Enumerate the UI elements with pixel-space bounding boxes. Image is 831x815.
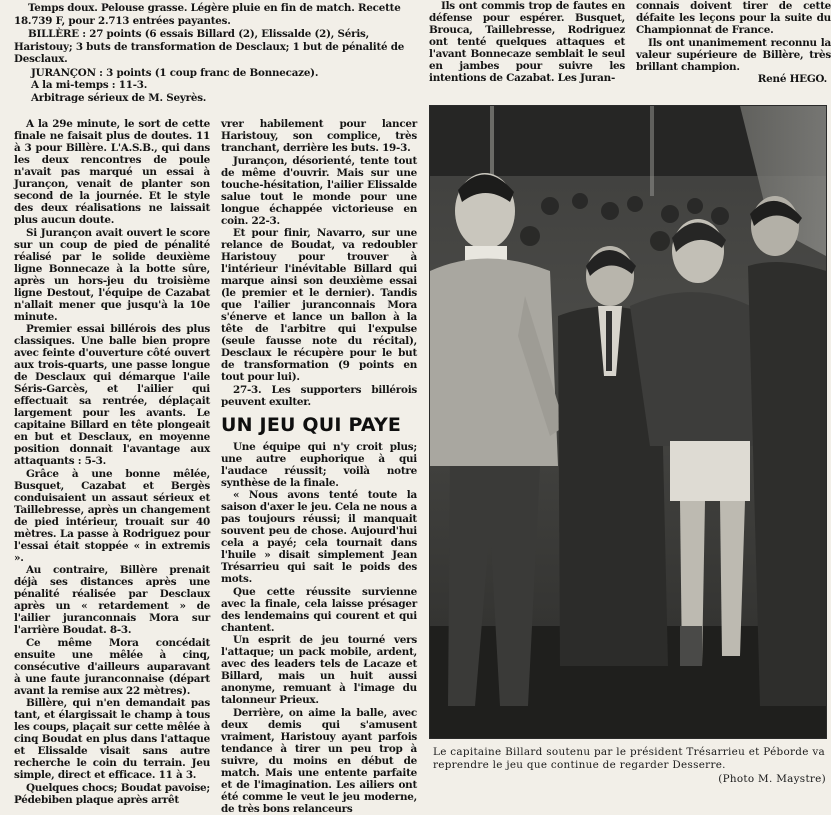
article-paragraph: Billère, qui n'en demandait pas tant, et élargissait le champ à tous les coups, plaçait sur cette mêlée à cinq Boudat en plus dans l'attaque et Elissalde visait sans autre recherche le coin du terrain. Jeu simple, direct et efficace. 11 à 3. [14, 697, 210, 781]
article-paragraph: Quelques chocs; Boudat pavoise; Pédebiben plaque après arrêt [14, 781, 210, 806]
article-column-4 [636, 0, 831, 100]
photo-credit: (Photo M. Maystre) [718, 773, 826, 785]
article-paragraph: Jurançon, désorienté, tente tout de même d'ouvrir. Mais sur une touche-hésitation, l'ailier Elissalde salue tout le monde pour une longue échappée victorieuse en coin. 22-3. [221, 154, 417, 227]
section-subheading: UN JEU QUI PAYE [221, 413, 402, 436]
article-paragraph: Premier essai billérois des plus classiques. Une balle bien propre avec feinte d'ouverture côté ouvert aux trois-quarts, une passe longue de Desclaux qui démarque l'aile Séris-Garcès, et l'ailier qui effectuait sa rentrée, déplaçait largement pour les avants. Le capitaine Billard en tête plongeait en but et Desclaux, en moyenne position donnait l'avantage aux attaquants : 5-3. [14, 323, 210, 467]
referee-note: Arbitrage sérieux de M. Seyrès. [31, 91, 207, 104]
article-paragraph: « Nous avons tenté toute la saison d'axer le jeu. Cela ne nous a pas toujours réussi; il manquait souvent peu de chose. Aujourd'hui cela a payé; cela tournait dans l'huile » disait simplement Jean Trésarrieu qui sait le poids des mots. [221, 489, 417, 585]
article-paragraph: Une équipe qui n'y croit plus; une autre euphorique à qui l'audace réussit; voilà notre synthèse de la finale. [221, 440, 417, 489]
match-summary [14, 2, 412, 104]
match-photograph [429, 105, 827, 739]
article-paragraph: 27-3. Les supporters billérois peuvent exulter. [221, 383, 417, 408]
billere-scoring: BILLÈRE : 27 points (6 essais Billard (2), Elissalde (2), Séris, Haristouy; 3 buts de transformation de Desclaux; 1 but de pénalité de Desclaux. [14, 28, 408, 65]
article-column-3 [429, 0, 625, 100]
article-paragraph: A la 29e minute, le sort de cette finale ne faisait plus de doutes. 11 à 3 pour Billère. L'A.S.B., qui dans les deux rencontres de poule n'avait pas marqué un essai à Jurançon, venait de planter son second de la journée. Et le style des deux réalisations ne laissait plus aucun doute. [14, 118, 210, 226]
match-conditions: Temps doux. Pelouse grasse. Légère pluie en fin de match. Recette 18.739 F, pour 2.713 entrées payantes. [14, 2, 404, 27]
article-paragraph: Derrière, on aime la balle, avec deux demis qui s'amusent vraiment, Haristouy ayant parfois tendance à tirer un peu trop à suivre, du moins en début de match. Mais une entente parfaite et de l'imagination. Les ailiers ont été comme le veut le jeu moderne, de très bons relanceurs [221, 706, 417, 815]
article-paragraph: Un esprit de jeu tourné vers l'attaque; un pack mobile, ardent, avec des leaders tels de Lacaze et Billard, mais un huit aussi anonyme, remuant à l'image du talonneur Prieux. [221, 634, 417, 706]
article-paragraph: Au contraire, Billère prenait déjà ses distances après une pénalité réalisée par Desclaux après un « retardement » de l'ailier juranconnais Mora sur l'arrière Boudat. 8-3. [14, 564, 210, 636]
article-paragraph: Et pour finir, Navarro, sur une relance de Boudat, va redoubler Haristouy pour trouver à l'intérieur l'inévitable Billard qui marque ainsi son deuxième essai (le premier et le dernier). Tandis que l'ailier juranconnais Mora s'énerve et lance un ballon à la tête de l'arbitre qui l'expulse (seule fausse note du récital), Desclaux le récupère pour le but de transformation (9 points en tout pour lui). [221, 227, 417, 383]
jurancon-scoring: JURANÇON : 3 points (1 coup franc de Bonnecaze). [31, 66, 319, 79]
article-paragraph: Grâce à une bonne mêlée, Busquet, Cazabat et Bergès conduisaient un assaut sérieux et Taillebresse, après un changement de pied intérieur, trouait sur 40 mètres. La passe à Rodriguez pour l'essai était stoppée « in extremis ». [14, 467, 210, 564]
photo-illustration [430, 106, 826, 738]
author-signature: René HEGO. [757, 73, 827, 85]
article-paragraph: Que cette réussite survienne avec la finale, cela laisse présager des lendemains qui courent et qui chantent. [221, 585, 417, 634]
article-paragraph: vrer habilement pour lancer Haristouy, son complice, très tranchant, derrière les buts. 19-3. [221, 118, 417, 154]
figure-right [748, 196, 826, 706]
photo-caption: Le capitaine Billard soutenu par le président Trésarrieu et Péborde va reprendre le jeu que continue de regarder Desserre. [433, 746, 825, 771]
article-paragraph: Ils ont commis trop de fautes en défense pour espérer. Busquet, Brouca, Taillebresse, Rodriguez ont tenté quelques attaques et l'avant Bonnecaze semblait le seul en jambes pour suivre les intentions de Cazabat. Les Juran- [429, 0, 625, 84]
halftime-score: A la mi-temps : 11-3. [31, 79, 148, 91]
article-paragraph: Si Jurançon avait ouvert le score sur un coup de pied de pénalité réalisé par le solide deuxième ligne Bonnecaze à la botte sûre, après un hors-jeu du troisième ligne Destout, l'équipe de Cazabat n'allait mener que jusqu'à la 10e minute. [14, 226, 210, 323]
article-column-2 [221, 118, 417, 815]
article-paragraph: Ils ont unanimement reconnu la valeur supérieure de Billère, très brillant champion. [636, 36, 831, 73]
article-paragraph: Ce même Mora concédait ensuite une mêlée à cinq, consécutive d'ailleurs auparavant à une faute juranconnaise (départ avant la remise aux 22 mètres). [14, 636, 210, 697]
article-column-1 [14, 118, 210, 806]
article-paragraph: connais doivent tirer de cette défaite les leçons pour la suite du Championnat de France. [636, 0, 831, 36]
